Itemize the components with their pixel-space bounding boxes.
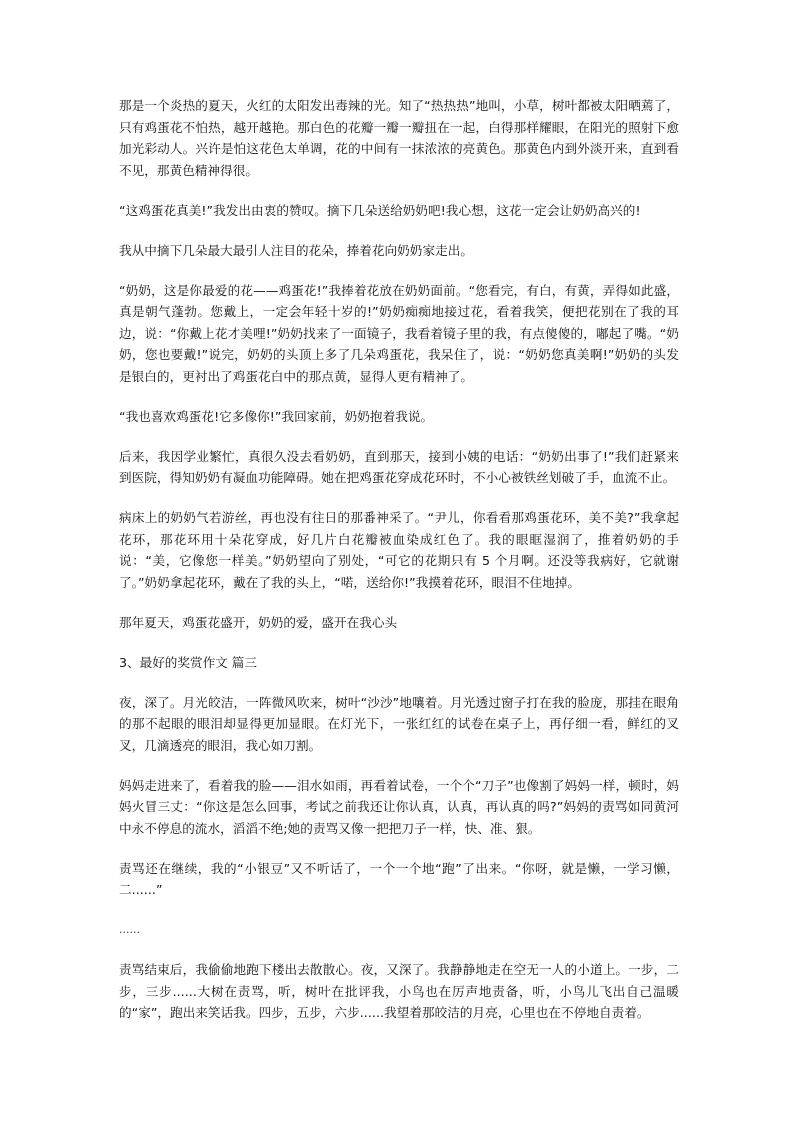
paragraph-2: “这鸡蛋花真美!”我发出由衷的赞叹。摘下几朵送给奶奶吧!我心想，这花一定会让奶奶高兴的!: [119, 202, 641, 218]
paragraph-8: 那年夏天，鸡蛋花盛开，奶奶的爱，盛开在我心头: [119, 614, 398, 630]
paragraph-6: 后来，我因学业繁忙，真很久没去看奶奶，直到那天，接到小姨的电话：“奶奶出事了!”我们赶紧来到医院，得知奶奶有凝血功能障碍。她在把鸡蛋花穿成花环时，不小心被铁丝划破了手，血流不止。: [119, 448, 679, 485]
paragraph-5: “我也喜欢鸡蛋花!它多像你!”我回家前，奶奶抱着我说。: [119, 408, 434, 424]
paragraph-12: 责骂结束后，我偷偷地跑下楼出去散散心。夜，又深了。我静静地走在空无一人的小道上。一步，二步，三步......大树在责骂，听，树叶在批评我，小鸟也在厉声地责备，听，小鸟儿飞出自己温暖的“家”，跑出来笑话我。四步，五步，六步......我望着那皎洁的月亮，心里也在不停地自责着。: [119, 962, 679, 1020]
section-heading: 3、最好的奖赏作文 篇三: [119, 654, 257, 670]
paragraph-10: 妈妈走进来了，看着我的脸——泪水如雨，再看着试卷，一个个“刀子”也像割了妈妈一样，顿时，妈妈火冒三丈：“你这是怎么回事，考试之前我还让你认真，认真，再认真的吗?”妈妈的责骂如同黄河中永不停息的流水，滔滔不绝;她的责骂又像一把把刀子一样，快、准、狠。: [119, 777, 679, 836]
document-page: [119, 95, 679, 1042]
paragraph-11: 责骂还在继续，我的“小银豆”又不听话了，一个一个地“跑”了出来。“你呀，就是懒，一学习懒，二......”: [119, 860, 679, 897]
paragraph-7: 病床上的奶奶气若游丝，再也没有往日的那番神采了。“尹儿，你看看那鸡蛋花环，美不美?”我拿起花环，那花环用十朵花穿成，好几片白花瓣被血染成红色了。我的眼眶湿润了，推着奶奶的手说：“美，它像您一样美。”奶奶望向了别处，“可它的花期只有 5 个月啊。还没等我病好，它就谢了。”奶奶拿起花环，戴在了我的头上，“喏，送给你!”我摸着花环，眼泪不住地掉。: [119, 510, 679, 590]
paragraph-4: “奶奶，这是你最爱的花——鸡蛋花!”我捧着花放在奶奶面前。“您看完，有白，有黄，弄得如此盛，真是朝气蓬勃。您戴上，一定会年轻十岁的!”奶奶痴痴地接过花，看着我笑，便把花别在了我的耳边，说：“你戴上花才美哩!”奶奶找来了一面镜子，我看着镜子里的我，有点傻傻的，嘟起了嘴。“奶奶，您也要戴!”说完，奶奶的头顶上多了几朵鸡蛋花，我呆住了，说：“奶奶您真美啊!”奶奶的头发是银白的，更衬出了鸡蛋花白中的那点黄，显得人更有精神了。: [119, 282, 679, 384]
paragraph-9: 夜，深了。月光皎洁，一阵微风吹来，树叶“沙沙”地嚷着。月光透过窗子打在我的脸庞，那挂在眼角的那不起眼的眼泪却显得更加显眼。在灯光下，一张红红的试卷在桌子上，再仔细一看，鲜红的叉叉，几滴透亮的眼泪，我心如刀割。: [119, 694, 679, 753]
ellipsis-line: ......: [119, 923, 140, 936]
paragraph-3: 我从中摘下几朵最大最引人注目的花朵，捧着花向奶奶家走出。: [119, 242, 474, 258]
paragraph-1: 那是一个炎热的夏天，火红的太阳发出毒辣的光。知了“热热热”地叫，小草，树叶都被太阳晒蔫了，只有鸡蛋花不怕热，越开越艳。那白色的花瓣一瓣一瓣扭在一起，白得那样耀眼，在阳光的照射下愈加光彩动人。兴许是怕这花色太单调，花的中间有一抹浓浓的亮黄色。那黄色内到外淡开来，直到看不见，那黄色精神得很。: [119, 98, 679, 178]
